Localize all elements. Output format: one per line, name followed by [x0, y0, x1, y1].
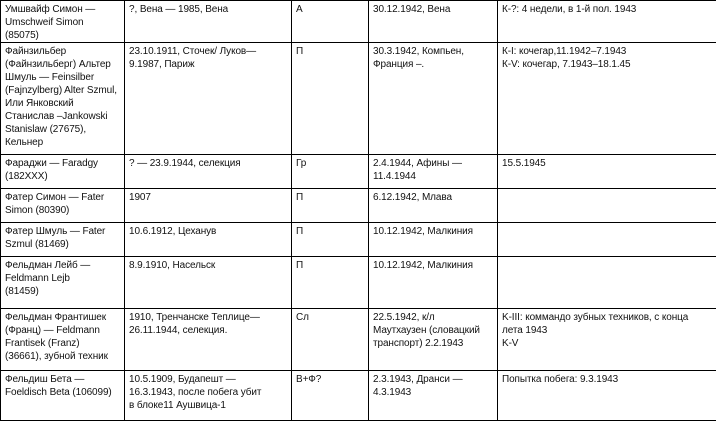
person-cell: Умшвайф Симон — Umschweif Simon (85075): [1, 1, 125, 43]
birth-death-cell: 10.6.1912, Цеханув: [125, 223, 292, 257]
deportation-cell: 10.12.1942, Малкиния: [369, 257, 498, 309]
work-cell: К-I: кочегар,11.1942–7.1943 К-V: кочегар, 7.1943–18.1.45: [498, 43, 716, 155]
deportation-cell: 22.5.1942, к/л Маутхаузен (словацкий транспорт) 2.2.1943: [369, 309, 498, 371]
table-row: [1, 155, 716, 189]
person-cell: Фельдиш Бета — Foeldisch Beta (106099): [1, 371, 125, 421]
category-cell: П: [292, 43, 369, 155]
birth-death-cell: ?, Вена — 1985, Вена: [125, 1, 292, 43]
work-cell: [498, 257, 716, 309]
work-cell: [498, 223, 716, 257]
person-cell: Фараджи — Faradgy (182ХХХ): [1, 155, 125, 189]
person-cell: Фатер Шмуль — Fater Szmul (81469): [1, 223, 125, 257]
person-cell: Фельдман Лейб — Feldmann Lejb (81459): [1, 257, 125, 309]
birth-death-cell: ? — 23.9.1944, селекция: [125, 155, 292, 189]
table-row: [1, 371, 716, 421]
category-cell: П: [292, 257, 369, 309]
work-cell: [498, 189, 716, 223]
table-row: [1, 257, 716, 309]
birth-death-cell: 23.10.1911, Сточек/ Луков— 9.1987, Париж: [125, 43, 292, 155]
birth-death-cell: 1910, Тренчанске Теплице— 26.11.1944, селекция.: [125, 309, 292, 371]
work-cell: 15.5.1945: [498, 155, 716, 189]
work-cell: Попытка побега: 9.3.1943: [498, 371, 716, 421]
deportation-cell: 2.3.1943, Дранси — 4.3.1943: [369, 371, 498, 421]
deportation-cell: 2.4.1944, Афины — 11.4.1944: [369, 155, 498, 189]
deportation-cell: 30.12.1942, Вена: [369, 1, 498, 43]
category-cell: П: [292, 223, 369, 257]
work-cell: K-III: коммандо зубных техников, с конца лета 1943 K-V: [498, 309, 716, 371]
deportation-cell: 6.12.1942, Млава: [369, 189, 498, 223]
birth-death-cell: 1907: [125, 189, 292, 223]
category-cell: Гр: [292, 155, 369, 189]
table-row: [1, 189, 716, 223]
category-cell: В+Ф?: [292, 371, 369, 421]
table-row: [1, 43, 716, 155]
deportation-cell: 10.12.1942, Малкиния: [369, 223, 498, 257]
person-cell: Фатер Симон — Fater Simon (80390): [1, 189, 125, 223]
deportation-cell: 30.3.1942, Компьен, Франция –.: [369, 43, 498, 155]
work-cell: К-?: 4 недели, в 1-й пол. 1943: [498, 1, 716, 43]
person-cell: Файнзильбер (Файнзильберг) Альтер Шмуль — Feinsilber (Fajnzylberg) Alter Szmul, Или Янковский Станислав –Jankowski Stanislaw (27675), Кельнер: [1, 43, 125, 155]
table-row: [1, 1, 716, 43]
table-row: [1, 223, 716, 257]
person-cell: Фельдман Франтишек (Франц) — Feldmann Frantisek (Franz) (36661), зубной техник: [1, 309, 125, 371]
birth-death-cell: 10.5.1909, Будапешт — 16.3.1943, после побега убит в блоке11 Аушвица-1: [125, 371, 292, 421]
table-row: [1, 309, 716, 371]
category-cell: Сл: [292, 309, 369, 371]
category-cell: А: [292, 1, 369, 43]
birth-death-cell: 8.9.1910, Насельск: [125, 257, 292, 309]
category-cell: П: [292, 189, 369, 223]
